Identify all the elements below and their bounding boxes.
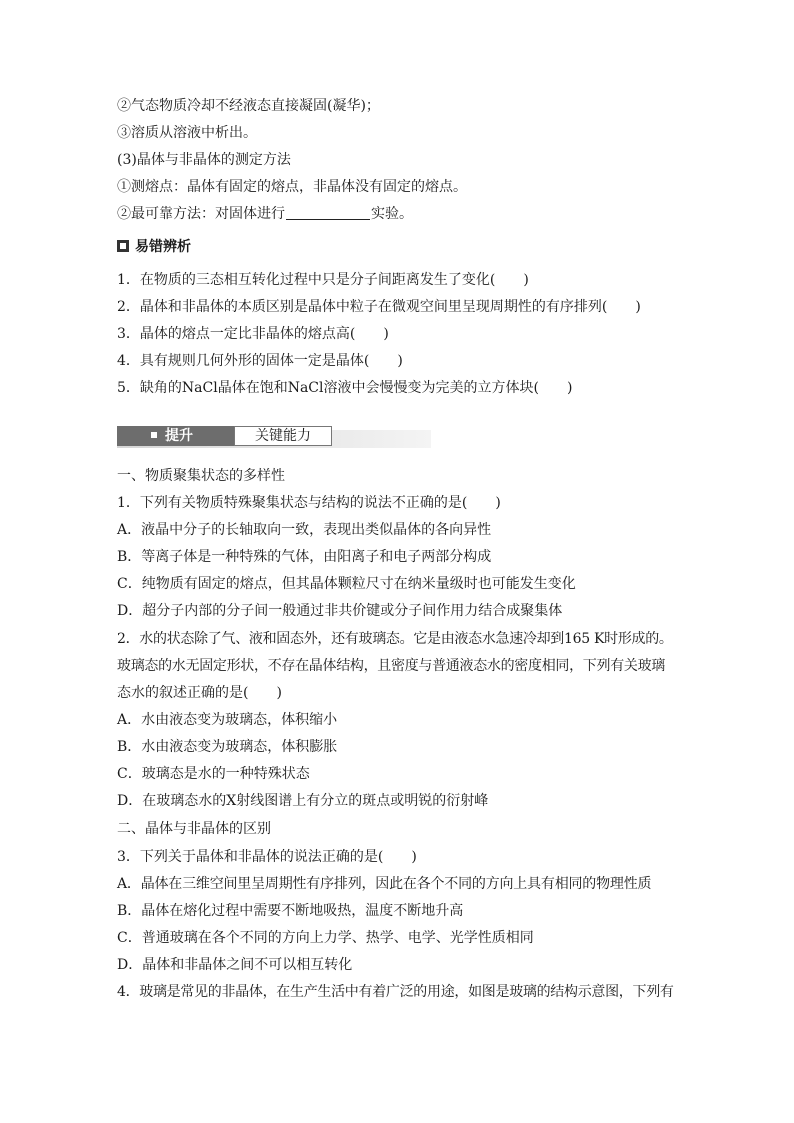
q3-option-d: D．晶体和非晶体之间不可以相互转化: [117, 957, 353, 973]
question-2-line-2: 玻璃态的水无固定形状，不存在晶体结构，且密度与普通液态水的密度相同，下列有关玻璃: [117, 658, 665, 674]
errors-section-title: 易错辨析: [135, 239, 191, 255]
question-3: 3．下列关于晶体和非晶体的说法正确的是( ): [117, 849, 417, 865]
intro-line-1: ②气态物质冷却不经液态直接凝固(凝华)；: [117, 98, 380, 114]
intro-line-2: ③溶质从溶液中析出。: [117, 125, 257, 141]
question-2-line-1: 2．水的状态除了气、液和固态外，还有玻璃态。它是由液态水急速冷却到165 K时形成的。: [117, 631, 673, 647]
error-item-1: 1．在物质的三态相互转化过程中只是分子间距离发生了变化( ): [117, 272, 529, 288]
q3-option-c: C．普通玻璃在各个不同的方向上力学、热学、电学、光学性质相同: [117, 930, 534, 946]
error-item-4: 4．具有规则几何外形的固体一定是晶体( ): [117, 353, 403, 369]
intro-line-5: [117, 205, 413, 223]
q3-option-b: B．晶体在熔化过程中需要不断地吸热，温度不断地升高: [117, 903, 464, 919]
q1-option-a: A．液晶中分子的长轴取向一致，表现出类似晶体的各向异性: [117, 522, 492, 538]
section-banner: [117, 424, 431, 448]
error-item-2: 2．晶体和非晶体的本质区别是晶体中粒子在微观空间里呈现周期性的有序排列( ): [117, 299, 641, 315]
q1-option-c: C．纯物质有固定的熔点，但其晶体颗粒尺寸在纳米量级时也可能发生变化: [117, 576, 576, 592]
q2-option-b: B．水由液态变为玻璃态，体积膨胀: [117, 739, 338, 755]
intro-line-4: ①测熔点：晶体有固定的熔点，非晶体没有固定的熔点。: [117, 179, 467, 195]
q2-option-d: D．在玻璃态水的X射线图谱上有分立的斑点或明锐的衍射峰: [117, 793, 489, 809]
q1-option-d: D．超分子内部的分子间一般通过非共价键或分子间作用力结合成聚集体: [117, 603, 563, 619]
error-item-3: 3．晶体的熔点一定比非晶体的熔点高( ): [117, 326, 389, 342]
fill-in-blank: [286, 205, 370, 220]
q2-option-a: A．水由液态变为玻璃态，体积缩小: [117, 712, 338, 728]
part2-heading: 二、晶体与非晶体的区别: [117, 821, 271, 837]
intro-line-5-end: 实验。: [371, 206, 413, 222]
error-item-5: 5．缺角的NaCl晶体在饱和NaCl溶液中会慢慢变为完美的立方体块( ): [117, 380, 573, 396]
banner-square-icon: [151, 432, 157, 438]
banner-light-label: 关键能力: [234, 426, 332, 446]
part1-heading: 一、物质聚集状态的多样性: [117, 468, 285, 484]
errors-section-heading: [117, 238, 191, 256]
question-2-line-3: 态水的叙述正确的是( ): [117, 685, 282, 701]
section-marker-icon: [117, 240, 129, 252]
q1-option-b: B．等离子体是一种特殊的气体，由阳离子和电子两部分构成: [117, 549, 492, 565]
intro-line-3: (3)晶体与非晶体的测定方法: [117, 152, 291, 168]
question-1: 1．下列有关物质特殊聚集状态与结构的说法不正确的是( ): [117, 495, 501, 511]
intro-line-5-start: ②最可靠方法：对固体进行: [117, 206, 285, 222]
banner-dark-text: 提升: [165, 428, 193, 444]
banner-dark-label: [117, 426, 234, 446]
q3-option-a: A．晶体在三维空间里呈周期性有序排列，因此在各个不同的方向上具有相同的物理性质: [117, 876, 652, 892]
question-4: 4．玻璃是常见的非晶体，在生产生活中有着广泛的用途，如图是玻璃的结构示意图，下列有: [117, 984, 674, 1000]
q2-option-c: C．玻璃态是水的一种特殊状态: [117, 766, 310, 782]
